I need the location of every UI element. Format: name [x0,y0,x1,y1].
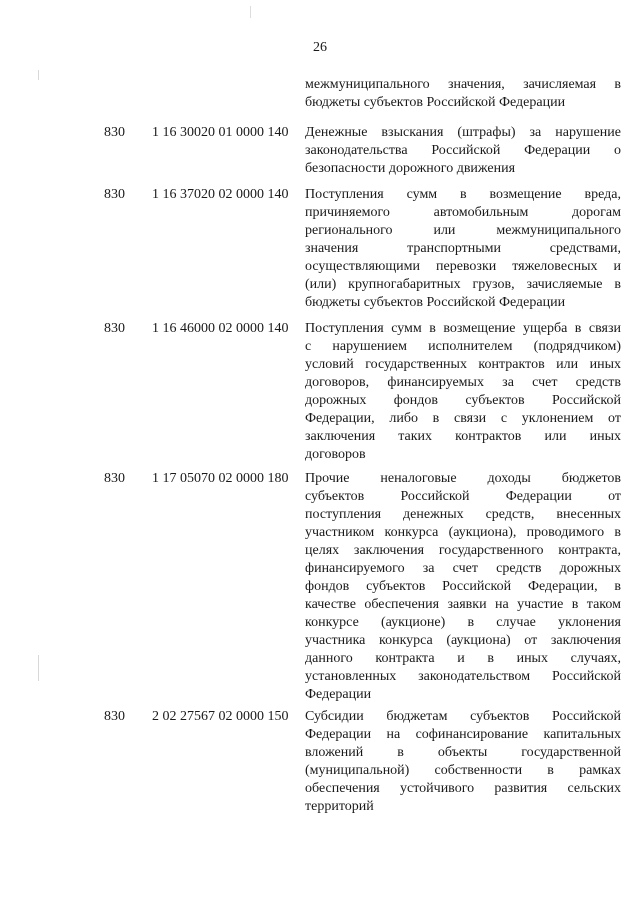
description-line: Субсидии бюджетам субъектов Российской [305,709,621,724]
description-line: Поступления сумм в возмещение вреда, [305,187,621,202]
description-line: значения транспортными средствами, [305,241,621,256]
description-line: участником конкурса (аукциона), проводимого в [305,525,621,540]
page-number: 26 [313,40,327,55]
description [305,470,621,704]
description-line: с нарушением исполнителем (подрядчиком) [305,339,621,354]
description-line: бюджеты субъектов Российской Федерации [305,95,566,110]
description-line: вложений в объекты государственной [305,745,621,760]
description-line: Денежные взыскания (штрафы) за нарушение [305,125,621,140]
description-line: Федерации, либо в связи с уклонением от [305,411,621,426]
budget-classification-code: 1 16 30020 01 0000 140 [152,125,289,140]
description [305,320,621,464]
description-line: (муниципальной) собственности в рамках [305,763,621,778]
description-line: договоров, финансируемых за счет средств [305,375,621,390]
description-line: установленных законодательством Российской [305,669,621,684]
description-line: Прочие неналоговые доходы бюджетов [305,471,621,486]
description-line: целях заключения государственного контракта, [305,543,621,558]
admin-code: 830 [104,321,125,336]
admin-code: 830 [104,187,125,202]
admin-code: 830 [104,709,125,724]
description-line: законодательства Российской Федерации о [305,143,621,158]
description-line: субъектов Российской Федерации от [305,489,621,504]
description-line: причиняемого автомобильным дорогам [305,205,621,220]
description-line: обеспечения устойчивого развития сельских [305,781,621,796]
description [305,124,621,178]
description-line: участника конкурса (аукциона) от заключения [305,633,621,648]
description-line: поступления денежных средств, внесенных [305,507,621,522]
scan-margin-line [38,655,39,681]
scan-artifact-mark [250,6,251,18]
description-line: дорожных фондов субъектов Российской [305,393,621,408]
description-line: заключения таких контрактов или иных [305,429,621,444]
description [305,76,621,112]
scan-margin-line [38,70,39,80]
description-line: территорий [305,799,374,814]
description-line: межмуниципального значения, зачисляемая в [305,77,621,92]
admin-code: 830 [104,125,125,140]
description-line: данного контракта и в иных случаях, [305,651,621,666]
description-line: качестве обеспечения заявки на участие в таком [305,597,621,612]
description-line: фондов субъектов Российской Федерации, в [305,579,621,594]
description-line: договоров [305,447,366,462]
description-line: условий государственных контрактов или иных [305,357,621,372]
description-line: Федерации на софинансирование капитальных [305,727,621,742]
description-line: финансируемого за счет средств дорожных [305,561,621,576]
description-line: конкурсе (аукционе) в случае уклонения [305,615,621,630]
description [305,186,621,312]
description-line: регионального или межмуниципального [305,223,621,238]
description-line: Поступления сумм в возмещение ущерба в связи [305,321,621,336]
budget-classification-code: 2 02 27567 02 0000 150 [152,709,289,724]
description-line: безопасности дорожного движения [305,161,516,176]
description-line: Федерации [305,687,372,702]
budget-classification-code: 1 16 46000 02 0000 140 [152,321,289,336]
admin-code: 830 [104,471,125,486]
description-line: осуществляющими перевозки тяжеловесных и [305,259,621,274]
description-line: бюджеты субъектов Российской Федерации [305,295,566,310]
budget-classification-code: 1 16 37020 02 0000 140 [152,187,289,202]
budget-classification-code: 1 17 05070 02 0000 180 [152,471,289,486]
description [305,708,621,816]
description-line: (или) крупногабаритных грузов, зачисляемые в [305,277,621,292]
